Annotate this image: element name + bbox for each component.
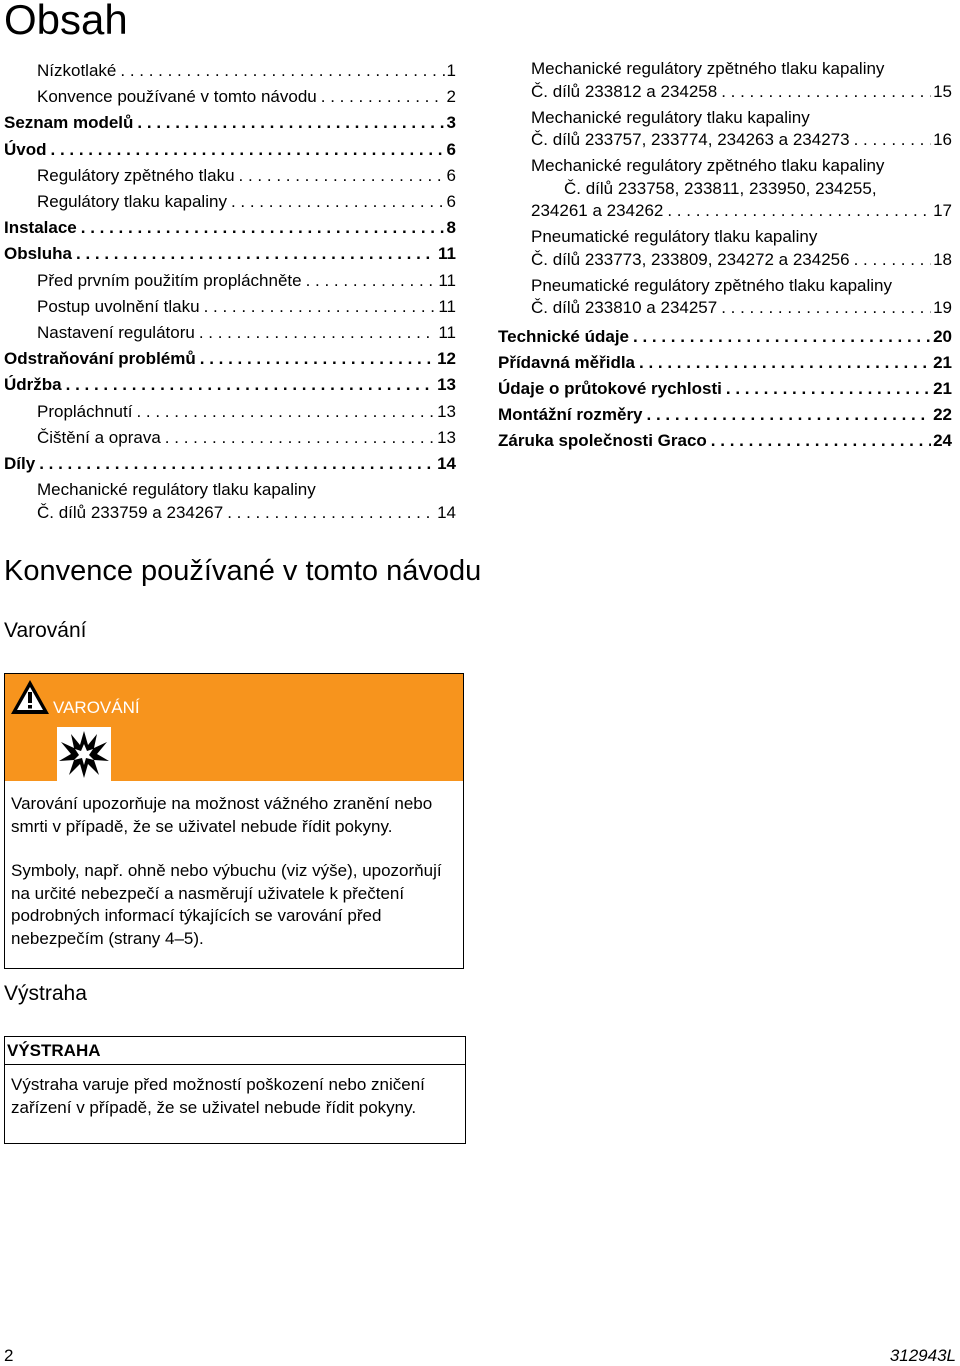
document-number: 312943L [889, 1346, 956, 1365]
toc-entry-heading-line: Pneumatické regulátory tlaku kapaliny [531, 227, 818, 246]
toc-entry [4, 502, 456, 525]
toc-dot-leader [200, 294, 437, 320]
toc-entry [4, 399, 456, 425]
toc-entry [4, 215, 456, 241]
toc-entry-title: Regulátory zpětného tlaku [37, 165, 235, 185]
toc-entry [4, 320, 456, 346]
toc-entry [498, 376, 952, 402]
toc-entry-title: Konvence používané v tomto návodu [37, 87, 317, 107]
toc-dot-leader [35, 451, 435, 477]
toc-dot-leader [663, 200, 931, 223]
toc-entry-page: 2 [446, 87, 456, 107]
toc-entry-title: Údržba [4, 375, 62, 395]
toc-entry [4, 163, 456, 189]
page-number: 2 [4, 1346, 14, 1365]
toc-entry-heading-line: Mechanické regulátory zpětného tlaku kapaliny [531, 156, 885, 175]
toc-entry-title: Montážní rozměry [498, 405, 643, 425]
toc-entry-title: Č. dílů 233812 a 234258 [531, 81, 718, 101]
toc-entry-page: 13 [437, 401, 456, 421]
explosion-icon [57, 727, 111, 781]
toc-entry [498, 200, 952, 223]
toc-entry-page: 6 [446, 165, 456, 185]
toc-dot-leader [116, 58, 444, 84]
toc-entry-title: Úvod [4, 139, 47, 159]
toc-entry-page: 11 [438, 244, 456, 264]
toc-entry-title: Údaje o průtokové rychlosti [498, 378, 722, 398]
toc-dot-leader [227, 189, 445, 215]
toc-entry-page: 15 [933, 81, 952, 101]
toc-entry [498, 350, 952, 376]
toc-dot-leader [161, 425, 435, 451]
toc-entry-page: 13 [437, 375, 456, 395]
toc-entry-title: Č. dílů 233773, 233809, 234272 a 234256 [531, 249, 850, 269]
toc-dot-leader [132, 399, 435, 425]
toc-entry [498, 324, 952, 350]
toc-entry-title: Odstraňování problémů [4, 349, 196, 369]
toc-entry [4, 189, 456, 215]
caution-subheading: Výstraha [4, 982, 87, 1005]
toc-entry [4, 451, 456, 477]
warning-paragraph-1: Varování upozorňuje na možnost vážného zranění nebo smrti v případě, že se uživatel nebude řídit pokyny. [11, 794, 433, 836]
toc-entry [498, 402, 952, 428]
toc-entry-title: Díly [4, 454, 36, 474]
toc-entry-title: Obsluha [4, 244, 73, 264]
toc-dot-leader [235, 163, 445, 189]
toc-entry-page: 11 [438, 323, 456, 343]
toc-entry-multiline [498, 275, 952, 320]
toc-entry [4, 346, 456, 372]
toc-entry [498, 297, 952, 320]
toc-entry-heading-line: Pneumatické regulátory zpětného tlaku kapaliny [531, 275, 892, 295]
toc-entry [4, 110, 456, 136]
toc-entry-title: Propláchnutí [37, 401, 133, 421]
warning-box [4, 673, 464, 969]
toc-dot-leader [722, 376, 931, 402]
toc-entry-title: Před prvním použitím propláchněte [37, 270, 302, 290]
toc-left-column [4, 58, 456, 524]
toc-entry-page: 11 [438, 270, 456, 290]
toc-entry [4, 84, 456, 110]
toc-dot-leader [717, 81, 931, 104]
toc-entry-part-numbers: Č. dílů 233758, 233811, 233950, 234255, [564, 178, 877, 198]
toc-entry [498, 428, 952, 454]
toc-entry-page: 6 [446, 192, 456, 212]
toc-entry-page: 1 [446, 61, 456, 80]
toc-dot-leader [133, 110, 444, 136]
toc-entry [4, 294, 456, 320]
page-title: Obsah [4, 0, 128, 43]
toc-entry [498, 129, 952, 152]
toc-entry-page: 13 [437, 427, 456, 447]
toc-dot-leader [717, 297, 931, 320]
warning-header [5, 674, 463, 781]
toc-entry-page: 20 [933, 326, 952, 346]
toc-entry-heading-line: Mechanické regulátory zpětného tlaku kapaliny [531, 59, 885, 78]
toc-entry [4, 58, 456, 84]
toc-entry [4, 137, 456, 163]
toc-entry-page: 18 [933, 249, 952, 269]
toc-dot-leader [850, 249, 932, 272]
toc-entry-page: 21 [933, 378, 952, 398]
toc-entry-page: 8 [446, 218, 456, 238]
toc-entry-title: Čištění a oprava [37, 427, 161, 447]
toc-dot-leader [707, 428, 931, 454]
toc-entry-page: 19 [933, 298, 952, 317]
toc-entry-page: 17 [933, 201, 952, 220]
warning-triangle-icon [9, 677, 51, 717]
toc-dot-leader [629, 324, 931, 350]
toc-entry-title: Technické údaje [498, 326, 630, 346]
toc-entry-page: 14 [437, 502, 456, 522]
toc-entry-page: 6 [446, 139, 456, 159]
toc-entry-title: Č. dílů 233759 a 234267 [37, 502, 224, 522]
toc-entry [498, 81, 952, 104]
toc-entry [4, 425, 456, 451]
toc-dot-leader [223, 502, 435, 525]
toc-dot-leader [635, 350, 931, 376]
toc-entry-page: 16 [933, 130, 952, 149]
toc-entry-title: Seznam modelů [4, 113, 134, 133]
toc-entry-page: 22 [933, 405, 952, 425]
toc-entry [498, 249, 952, 272]
toc-dot-leader [317, 84, 445, 110]
warning-paragraph-2: Symboly, např. ohně nebo výbuchu (viz výše), upozorňují na určité nebezpečí a nasměrují uživatele k přečtení podrobných informací týkajících se varování před nebezpečím (strany 4–5). [11, 861, 442, 948]
toc-right-column [498, 58, 952, 455]
toc-entry-page: 3 [446, 113, 456, 133]
toc-entry-title: Přídavná měřidla [498, 352, 636, 372]
warning-label: VAROVÁNÍ [53, 698, 140, 717]
toc-entry-page: 24 [933, 431, 952, 451]
toc-entry-title: 234261 a 234262 [531, 201, 664, 220]
toc-entry-title: Záruka společnosti Graco [498, 431, 707, 451]
toc-dot-leader [302, 268, 437, 294]
toc-dot-leader [47, 137, 445, 163]
toc-entry-title: Regulátory tlaku kapaliny [37, 192, 227, 212]
toc-entry [4, 241, 456, 267]
toc-dot-leader [77, 215, 445, 241]
toc-entry-multiline [498, 155, 952, 223]
toc-entry [4, 268, 456, 294]
warning-subheading: Varování [4, 619, 87, 642]
toc-dot-leader [850, 129, 932, 152]
toc-dot-leader [643, 402, 932, 428]
toc-entry-title: Č. dílů 233757, 233774, 234263 a 234273 [531, 130, 850, 149]
caution-box [4, 1036, 466, 1144]
section-heading: Konvence používané v tomto návodu [4, 555, 482, 587]
caution-paragraph: Výstraha varuje před možností poškození nebo zničení zařízení v případě, že se uživatel nebude řídit pokyny. [11, 1075, 425, 1117]
caution-label: VÝSTRAHA [5, 1037, 465, 1065]
toc-dot-leader [195, 320, 437, 346]
toc-dot-leader [196, 346, 435, 372]
toc-dot-leader [62, 372, 435, 398]
toc-entry-heading-line: Mechanické regulátory tlaku kapaliny [531, 107, 810, 127]
toc-entry-title: Instalace [4, 218, 77, 238]
toc-entry-page: 11 [438, 296, 456, 316]
toc-entry-multiline [498, 226, 952, 271]
toc-entry-title: Nízkotlaké [37, 61, 117, 80]
toc-entry-page: 21 [933, 352, 952, 372]
toc-entry-title: Nastavení regulátoru [37, 323, 195, 343]
toc-dot-leader [72, 241, 436, 267]
toc-entry-heading-line: Mechanické regulátory tlaku kapaliny [37, 480, 316, 500]
toc-entry [4, 372, 456, 398]
toc-entry-multiline [498, 58, 952, 103]
toc-entry-multiline [4, 479, 456, 524]
toc-entry-title: Č. dílů 233810 a 234257 [531, 298, 718, 317]
toc-entry-multiline [498, 107, 952, 152]
toc-entry-page: 14 [437, 454, 456, 474]
toc-entry-page: 12 [437, 349, 456, 369]
toc-entry-title: Postup uvolnění tlaku [37, 296, 200, 316]
